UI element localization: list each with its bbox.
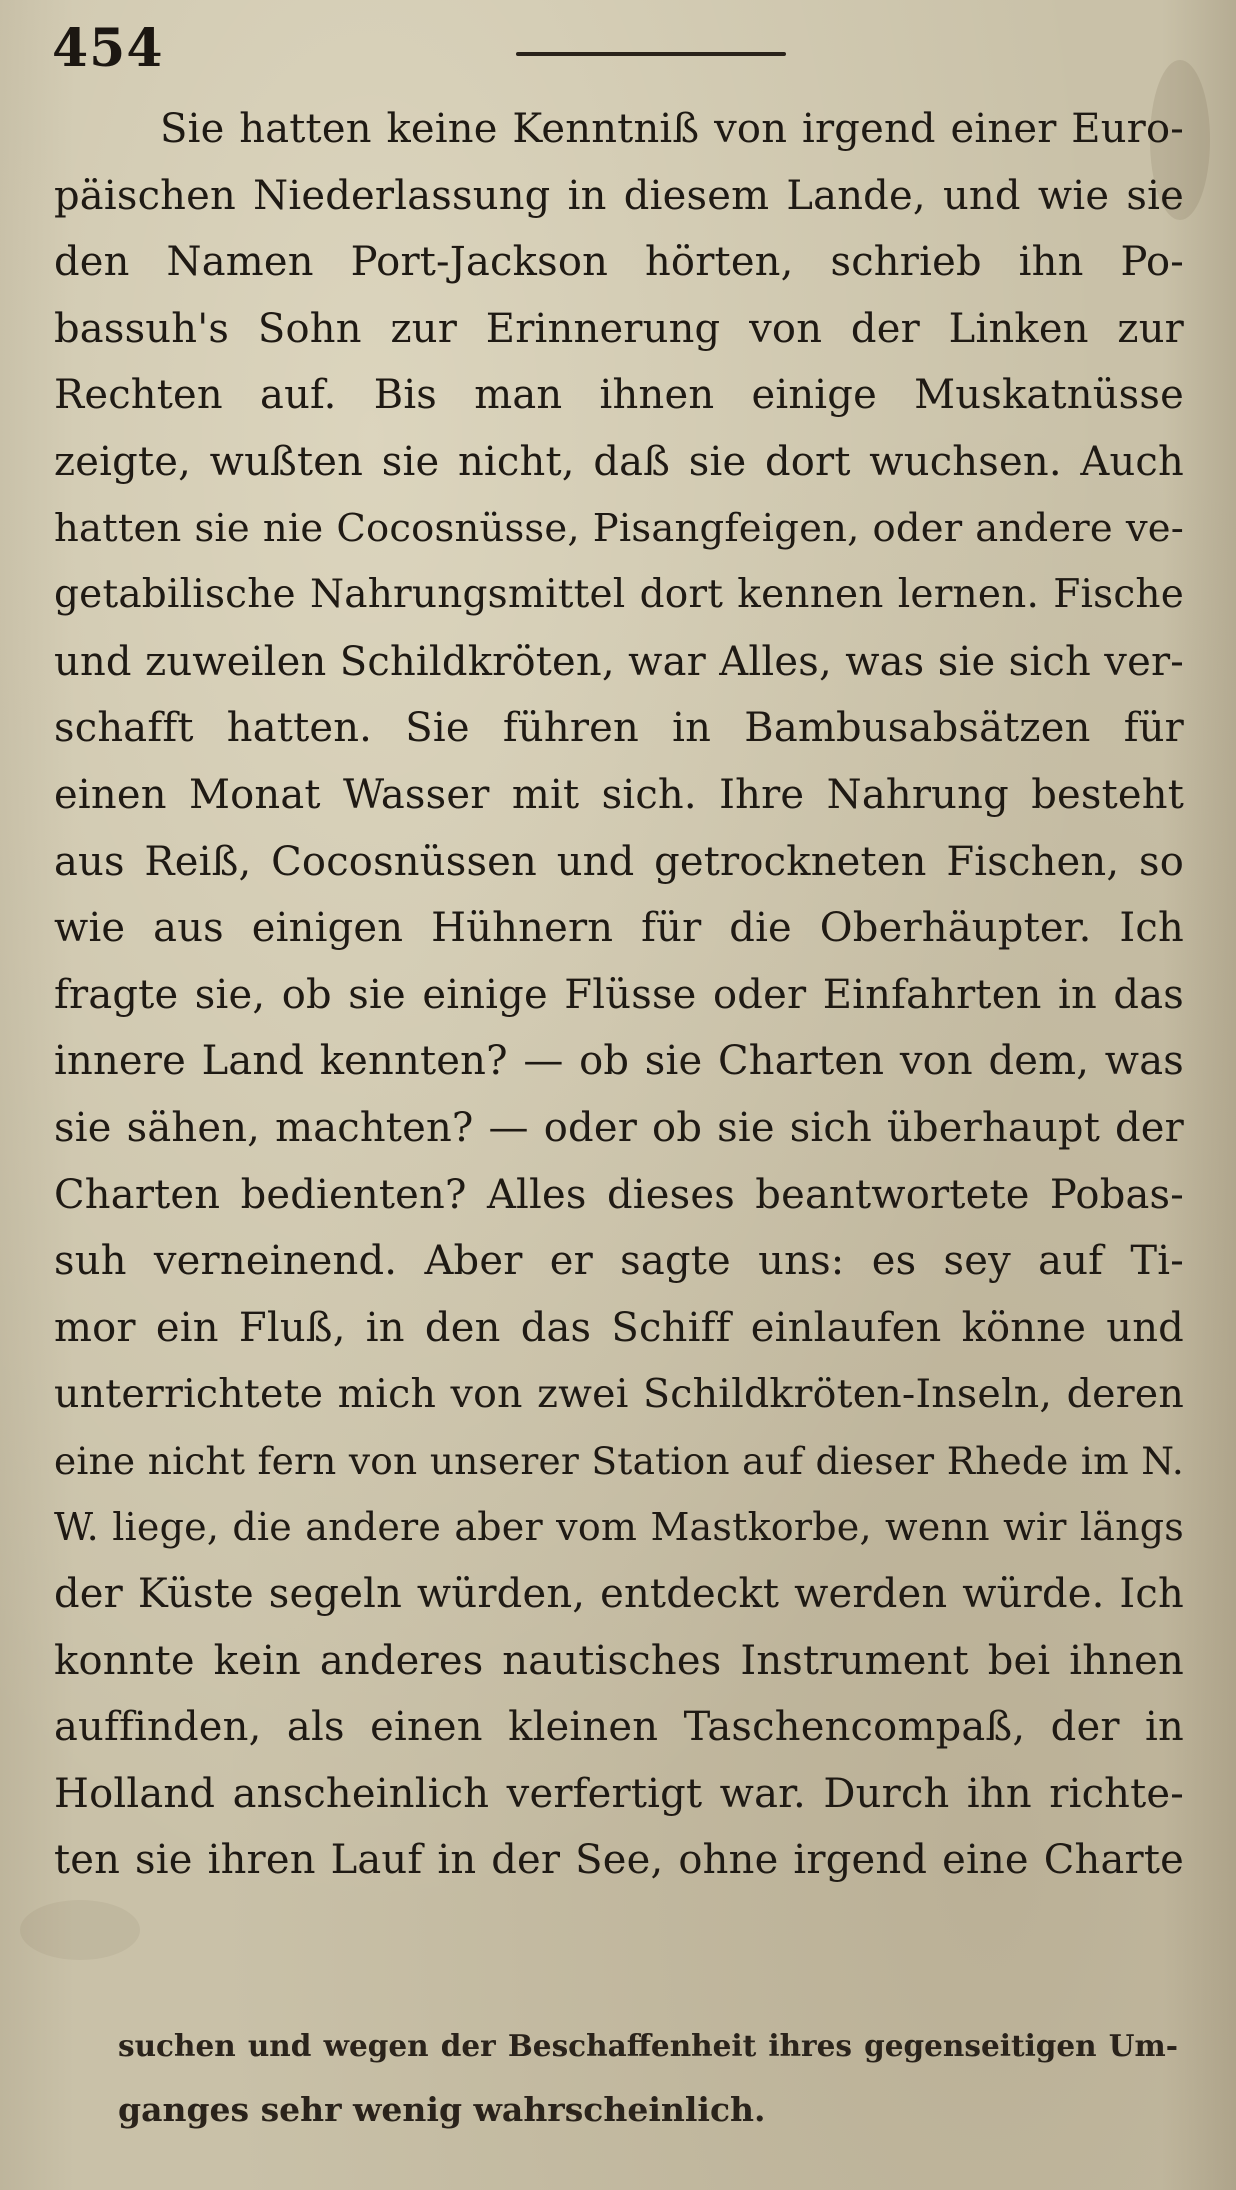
text-line: aus Reiß, Cocosnüssen und getrockneten Fischen, so xyxy=(54,838,1184,885)
text-line: unterrichtete mich von zwei Schildkröten-Inseln, deren xyxy=(54,1371,1184,1418)
text-line: eine nicht fern von unserer Station auf dieser Rhede im N. xyxy=(54,1438,1184,1483)
text-line: wie aus einigen Hühnern für die Oberhäupter. Ich xyxy=(54,905,1184,952)
paper-stain xyxy=(20,1900,140,1960)
text-line: fragte sie, ob sie einige Flüsse oder Einfahrten in das xyxy=(54,971,1184,1018)
text-line: Charten bedienten? Alles dieses beantwortete Pobas- xyxy=(54,1171,1184,1218)
text-line: der Küste segeln würden, entdeckt werden würde. Ich xyxy=(54,1571,1184,1618)
text-line: schafft hatten. Sie führen in Bambusabsätzen für xyxy=(54,705,1184,752)
text-line: hatten sie nie Cocosnüsse, Pisangfeigen, oder andere ve- xyxy=(54,505,1184,551)
footnote-line: ganges sehr wenig wahrscheinlich. xyxy=(118,2090,766,2129)
text-line: Rechten auf. Bis man ihnen einige Muskatnüsse xyxy=(54,372,1184,419)
text-line: zeigte, wußten sie nicht, daß sie dort wuchsen. Auch xyxy=(54,438,1184,485)
page-header xyxy=(52,18,1182,98)
text-line: sie sähen, machten? — oder ob sie sich überhaupt der xyxy=(54,1104,1184,1151)
text-line: suh verneinend. Aber er sagte uns: es sey auf Ti- xyxy=(54,1238,1184,1285)
text-line: auffinden, als einen kleinen Taschencompaß, der in xyxy=(54,1704,1184,1751)
text-line: Holland anscheinlich verfertigt war. Durch ihn richte- xyxy=(54,1770,1184,1817)
text-line: einen Monat Wasser mit sich. Ihre Nahrung besteht xyxy=(54,771,1184,818)
text-line: W. liege, die andere aber vom Mastkorbe, wenn wir längs xyxy=(54,1505,1184,1550)
text-line: päischen Niederlassung in diesem Lande, und wie sie xyxy=(54,172,1184,219)
body-text xyxy=(54,96,1184,1894)
text-line: Sie hatten keine Kenntniß von irgend einer Euro- xyxy=(160,106,1184,152)
text-line: getabilische Nahrungsmittel dort kennen lernen. Fische xyxy=(54,572,1184,618)
text-line: und zuweilen Schildkröten, war Alles, was sie sich ver- xyxy=(54,638,1184,685)
footnote-line: suchen und wegen der Beschaffenheit ihres gegenseitigen Um- xyxy=(118,2028,1178,2063)
header-rule xyxy=(516,52,786,56)
text-line: den Namen Port-Jackson hörten, schrieb ihn Po- xyxy=(54,239,1184,286)
text-line: bassuh's Sohn zur Erinnerung von der Linken zur xyxy=(54,305,1184,352)
text-line: konnte kein anderes nautisches Instrument bei ihnen xyxy=(54,1637,1184,1684)
text-line: innere Land kennten? — ob sie Charten von dem, was xyxy=(54,1038,1184,1085)
text-line: mor ein Fluß, in den das Schiff einlaufen könne und xyxy=(54,1304,1184,1351)
text-line: ten sie ihren Lauf in der See, ohne irgend eine Charte xyxy=(54,1837,1184,1884)
page-number: 454 xyxy=(52,18,164,79)
footnote xyxy=(118,2014,1178,2142)
